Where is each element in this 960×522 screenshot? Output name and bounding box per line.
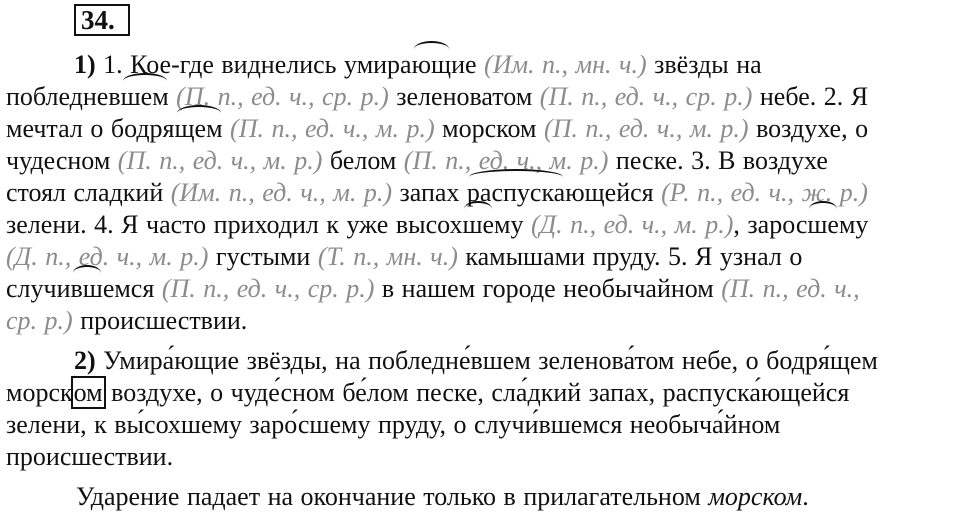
part-marker: 2) (74, 346, 104, 375)
grammar-annotation: (П. п., ед. ч., м. р.) (403, 146, 609, 175)
suffix-mark: ше (807, 210, 839, 239)
text-segment: воздухе, о (748, 114, 869, 143)
text-segment: ющейся (565, 178, 662, 207)
grammar-annotation: (Д. п., ед. ч., м. р.) (6, 242, 209, 271)
grammar-annotation: (П. п., ед. ч., м. р.) (230, 114, 435, 143)
grammar-annotation: (Т. п., мн. ч.) (317, 242, 458, 271)
text-segment (223, 114, 231, 143)
text-segment: 1. Кое-где виднелись умира (103, 50, 412, 79)
conclusion-emphasis: морском (708, 482, 803, 511)
grammar-annotation: (Им. п., мн. ч.) (484, 50, 647, 79)
grammar-annotation: (П. п., ед. ч., (721, 274, 860, 303)
text-line (6, 82, 868, 112)
text-line (6, 306, 247, 336)
suffix-mark: распуска (466, 178, 566, 207)
exercise-number: 34. (74, 4, 130, 36)
text-segment: звёзды на (646, 50, 762, 79)
text-line (6, 114, 868, 144)
text-line (6, 274, 860, 304)
suffix-mark: шем (120, 82, 169, 111)
text-segment: зелени. 4. Я часто приходил к уже высох (6, 210, 463, 239)
text-line (6, 210, 868, 240)
text-line (6, 242, 802, 272)
text-line (6, 378, 849, 408)
text-segment: Умира́ющие звёзды, на побледне́вшем зеленова́том небе, о бодря́щем (103, 346, 878, 375)
text-segment: густыми (208, 242, 318, 271)
part-marker: 1) (74, 50, 104, 79)
text-segment: му (494, 210, 531, 239)
grammar-annotation: (П. п., ед. ч., м. р.) (543, 114, 749, 143)
text-segment: стоял сладкий (6, 178, 171, 207)
grammar-annotation: (Д. п., ед. ч., м. р.) (530, 210, 734, 239)
text-line (6, 410, 780, 440)
grammar-annotation: (Им. п., ед. ч., м. р.) (170, 178, 392, 207)
text-segment: чудесном (6, 146, 118, 175)
text-segment: побледнев (6, 82, 121, 111)
conclusion-end: . (802, 482, 809, 511)
text-segment: емся (102, 274, 162, 303)
text-segment: му (838, 210, 869, 239)
text-segment: небе. 2. Я (752, 82, 869, 111)
suffix-mark: ющ (411, 50, 452, 79)
text-segment: происшествии. (6, 442, 174, 471)
grammar-annotation: (П. п., ед. ч., ср. р.) (539, 82, 753, 111)
text-segment: в нашем городе необычайном (374, 274, 722, 303)
text-segment: ие (451, 50, 485, 79)
text-line (6, 146, 828, 176)
text-segment: морском (434, 114, 544, 143)
text-segment: запах (391, 178, 467, 207)
grammar-annotation: (Р. п., ед. ч., ж. р.) (661, 178, 868, 207)
grammar-annotation: (П. п., ед. ч., м. р.) (117, 146, 323, 175)
text-segment: зелени, к вы́сохшему заро́сшему пруду, о случи́вшемся необыча́йном (6, 410, 781, 439)
text-segment: зеленоватом (388, 82, 540, 111)
text-segment: воздухе, о чуде́сном бе́лом песке, сла́дкий запах, распуска́ющейся (103, 378, 850, 407)
text-segment: камышами пруду. 5. Я узнал о (457, 242, 803, 271)
text-segment: происшествии. (72, 306, 248, 335)
text-segment: песке. 3. В воздухе (608, 146, 828, 175)
suffix-mark: вш (70, 274, 103, 303)
text-segment: мечтал о бодря (6, 114, 175, 143)
text-line (6, 442, 173, 472)
text-line (74, 50, 762, 80)
suffix-mark: щем (174, 114, 223, 143)
conclusion-text: Ударение падает на окончание только в прилагательном (76, 482, 709, 511)
ending-box: ом (73, 378, 103, 407)
grammar-annotation: (П. п., ед. ч., ср. р.) (176, 82, 389, 111)
conclusion-line (76, 482, 809, 512)
text-line (74, 346, 878, 376)
text-segment: белом (322, 146, 404, 175)
grammar-annotation: (П. п., ед. ч., ср. р.) (161, 274, 375, 303)
text-segment: случи (6, 274, 71, 303)
text-line (6, 178, 868, 208)
suffix-mark: ше (462, 210, 495, 239)
text-segment: морск (6, 378, 73, 407)
grammar-annotation: ср. р.) (6, 306, 73, 335)
text-segment: , зарос (733, 210, 808, 239)
